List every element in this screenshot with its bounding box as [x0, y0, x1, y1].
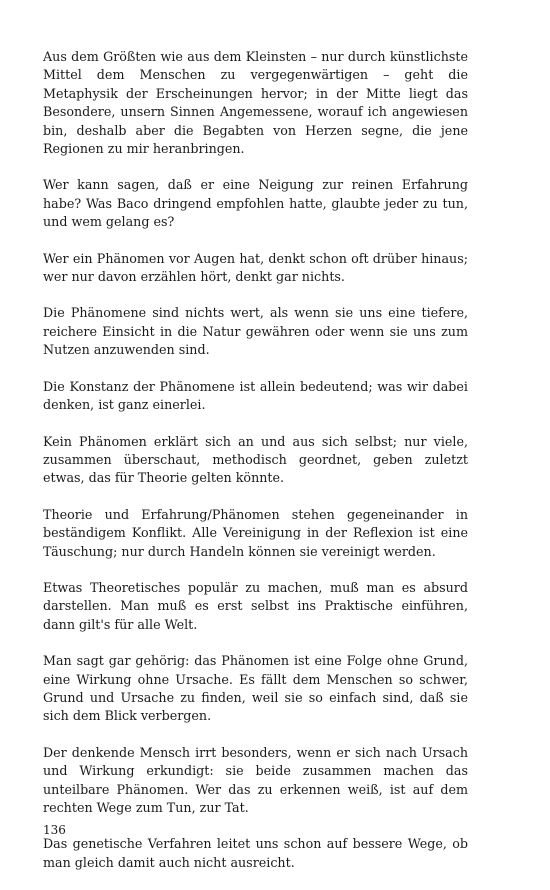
- paragraph-10: Der denkende Mensch irrt besonders, wenn er sich nach Ursach und Wirkung erkundigt: sie beide zusammen machen das unteilbare Phänomen. Wer das zu erkennen weiß, ist auf dem rechten Wege zum Tun, zur Tat.: [43, 744, 468, 815]
- paragraph-11: Das genetische Verfahren leitet uns schon auf bessere Wege, ob man gleich damit auch nicht ausreicht.: [43, 836, 468, 870]
- paragraph-9: Man sagt gar gehörig: das Phänomen ist eine Folge ohne Grund, eine Wirkung ohne Ursache. Es fällt dem Menschen so schwer, Grund und Ursache zu finden, weil sie so einfach sind, daß sie sich dem Blick verbergen.: [43, 653, 468, 724]
- paragraph-4: Die Phänomene sind nichts wert, als wenn sie uns eine tiefere, reichere Einsicht in die Natur gewähren oder wenn sie uns zum Nutzen anzuwenden sind.: [43, 305, 468, 358]
- paragraph-2: Wer kann sagen, daß er eine Neigung zur reinen Erfahrung habe? Was Baco dringend empfohlen hatte, glaubte jeder zu tun, und wem gelang es?: [43, 177, 468, 230]
- paragraph-5: Die Konstanz der Phänomene ist allein bedeutend; was wir dabei denken, ist ganz einerlei.: [43, 378, 468, 413]
- paragraph-3: Wer ein Phänomen vor Augen hat, denkt schon oft drüber hinaus; wer nur davon erzählen hört, denkt gar nichts.: [43, 250, 468, 285]
- page-body: [43, 48, 468, 890]
- paragraph-6: Kein Phänomen erklärt sich an und aus sich selbst; nur viele, zusammen überschaut, methodisch geordnet, geben zuletzt etwas, das für Theorie gelten könnte.: [43, 433, 468, 486]
- page-number: 136: [43, 823, 66, 837]
- paragraph-1: Aus dem Größten wie aus dem Kleinsten – nur durch künstlichste Mittel dem Menschen zu vergegenwärtigen – geht die Metaphysik der Erscheinungen hervor; in der Mitte liegt das Besondere, unsern Sinnen Angemessene, worauf ich angewiesen bin, deshalb aber die Begabten von Herzen segne, die jene Regionen zu mir heranbringen.: [43, 49, 468, 157]
- paragraph-8: Etwas Theoretisches populär zu machen, muß man es absurd darstellen. Man muß es erst selbst ins Praktische einführen, dann gilt's für alle Welt.: [43, 579, 468, 632]
- paragraph-7: Theorie und Erfahrung/Phänomen stehen gegeneinander in beständigem Konflikt. Alle Vereinigung in der Reflexion ist eine Täuschung; nur durch Handeln können sie vereinigt werden.: [43, 506, 468, 559]
